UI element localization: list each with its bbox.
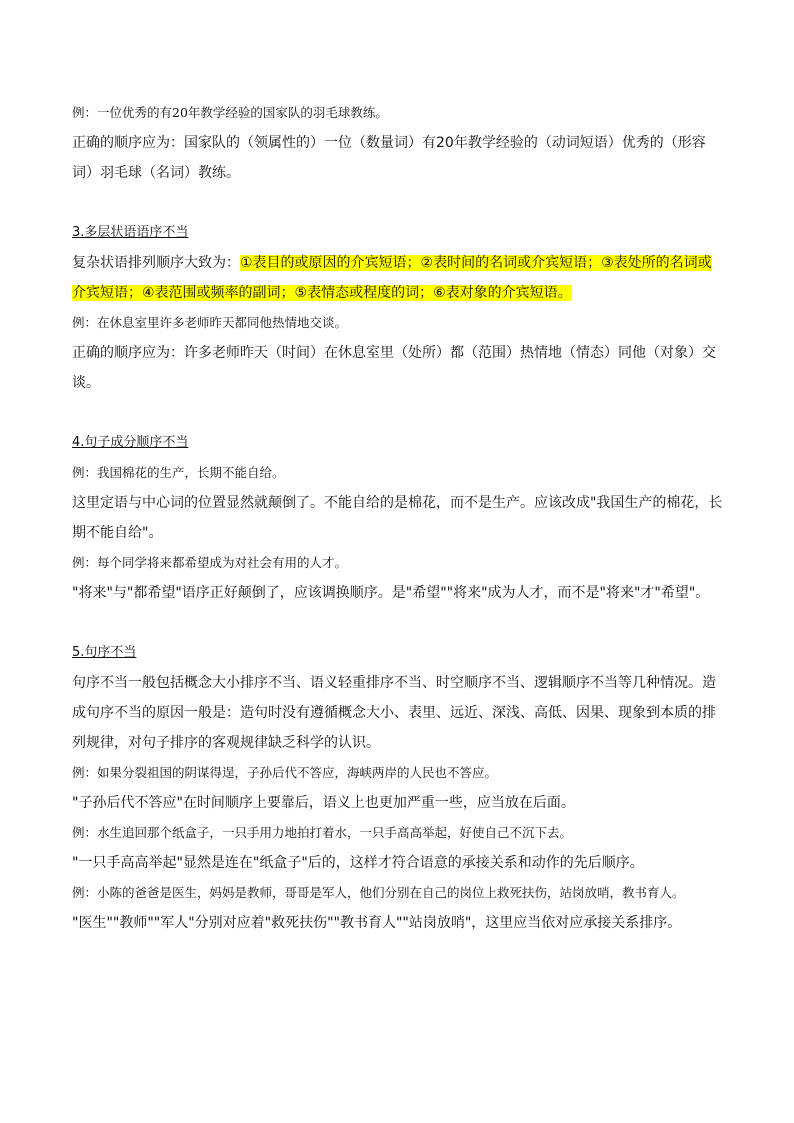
example-text: 例：我国棉花的生产，长期不能自给。 [72,465,285,480]
example-text: 例：小陈的爸爸是医生，妈妈是教师，哥哥是军人，他们分别在自己的岗位上救死扶伤，站岗放哨，教书育人。 [72,885,685,900]
section-heading-5: 5.句序不当 [72,645,137,660]
example-text: 例：每个同学将来都希望成为对社会有用的人才。 [72,555,348,570]
explanation-text: "子孙后代不答应"在时间顺序上要靠后，语义上也更加严重一些，应当放在后面。 [72,795,575,811]
example-text: 例：一位优秀的有20年教学经验的国家队的羽毛球教练。 [72,105,388,120]
explanation-text: "一只手高高举起"显然是连在"纸盒子"后的，这样才符合语意的承接关系和动作的先后顺序。 [72,855,644,871]
explanation-text: "医生""教师""军人"分别对应着"救死扶伤""教书育人""站岗放哨"，这里应当依对应承接关系排序。 [72,915,682,931]
example-text: 例：水生追回那个纸盒子，一只手用力地拍打着水，一只手高高举起，好使自己不沉下去。 [72,825,573,840]
correct-order-text: 正确的顺序应为：国家队的（领属性的）一位（数量词）有20年教学经验的（动词短语）优秀的（形容词）羽毛球（名词）教练。 [72,135,706,181]
rule-intro: 复杂状语排列顺序大致为： [72,255,240,271]
explanation-text: "将来"与"都希望"语序正好颠倒了，应该调换顺序。是"希望""将来"成为人才，而不是"将来"才"希望"。 [72,585,710,601]
adverbial-order-rule [72,248,724,308]
highlighted-rule: ①表目的或原因的介宾短语；②表时间的名词或介宾短语；③表处所的名词或介宾短语；④表范围或频率的副词；⑤表情态或程度的词；⑥表对象的介宾短语。 [72,255,712,301]
section-intro-text: 句序不当一般包括概念大小排序不当、语义轻重排序不当、时空顺序不当、逻辑顺序不当等几种情况。造成句序不当的原因一般是：造句时没有遵循概念大小、表里、远近、深浅、高低、因果、现象到本质的排列规律，对句子排序的客观规律缺乏科学的认识。 [72,675,716,751]
example-text: 例：如果分裂祖国的阴谋得逞，子孙后代不答应，海峡两岸的人民也不答应。 [72,765,498,780]
correct-order-text: 正确的顺序应为：许多老师昨天（时间）在休息室里（处所）都（范围）热情地（情态）同他（对象）交谈。 [72,345,716,391]
example-text: 例：在休息室里许多老师昨天都同他热情地交谈。 [72,315,348,330]
explanation-text: 这里定语与中心词的位置显然就颠倒了。不能自给的是棉花，而不是生产。应该改成"我国生产的棉花，长期不能自给"。 [72,495,723,541]
document-body [72,98,724,938]
section-heading-4: 4.句子成分顺序不当 [72,435,189,450]
section-heading-3: 3.多层状语语序不当 [72,225,189,240]
